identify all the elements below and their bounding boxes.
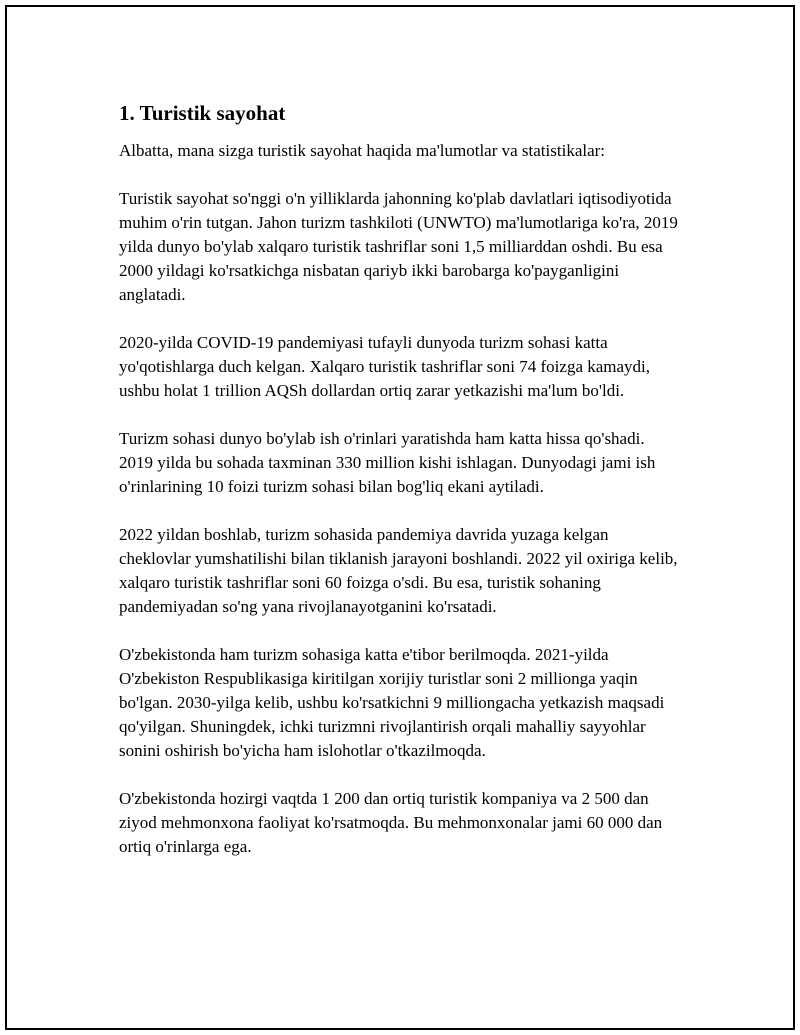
document-body <box>119 99 679 883</box>
section-heading: 1. Turistik sayohat <box>119 101 286 125</box>
page-frame <box>5 5 795 1030</box>
paragraph-covid-impact: 2020-yilda COVID-19 pandemiyasi tufayli dunyoda turizm sohasi katta yo'qotishlarga duch kelgan. Xalqaro turistik tashriflar soni 74 foizga kamaydi, ushbu holat 1 trillion AQSh dollardan ortiq zarar yetkazishi ma'lum bo'ldi. <box>119 333 651 400</box>
paragraph-uzbekistan-tourism: O'zbekistonda ham turizm sohasiga katta e'tibor berilmoqda. 2021-yilda O'zbekiston Respublikasiga kiritilgan xorijiy turistlar soni 2 millionga yaqin bo'lgan. 2030-yilga kelib, ushbu ko'rsatkichni 9 milliongacha yetkazish maqsadi qo'yilgan. Shuningdek, ichki turizmni rivojlantirish orqali mahalliy sayyohlar sonini oshirish bo'yicha ham islohotlar o'tkazilmoqda. <box>119 645 665 760</box>
intro-paragraph: Albatta, mana sizga turistik sayohat haqida ma'lumotlar va statistikalar: <box>119 141 606 160</box>
paragraph-global-tourism: Turistik sayohat so'nggi o'n yilliklarda jahonning ko'plab davlatlari iqtisodiyotida muhim o'rin tutgan. Jahon turizm tashkiloti (UNWTO) ma'lumotlariga ko'ra, 2019 yilda dunyo bo'ylab xalqaro turistik tashriflar soni 1,5 milliarddan oshdi. Bu esa 2000 yildagi ko'rsatkichga nisbatan qariyb ikki barobarga ko'payganligini anglatadi. <box>119 189 678 304</box>
paragraph-uzbekistan-hotels: O'zbekistonda hozirgi vaqtda 1 200 dan ortiq turistik kompaniya va 2 500 dan ziyod mehmonxona faoliyat ko'rsatmoqda. Bu mehmonxonalar jami 60 000 dan ortiq o'rinlarga ega. <box>119 789 663 856</box>
paragraph-recovery: 2022 yildan boshlab, turizm sohasida pandemiya davrida yuzaga kelgan cheklovlar yumshatilishi bilan tiklanish jarayoni boshlandi. 2022 yil oxiriga kelib, xalqaro turistik tashriflar soni 60 foizga o'sdi. Bu esa, turistik sohaning pandemiyadan so'ng yana rivojlanayotganini ko'rsatadi. <box>119 525 678 616</box>
paragraph-employment: Turizm sohasi dunyo bo'ylab ish o'rinlari yaratishda ham katta hissa qo'shadi. 2019 yilda bu sohada taxminan 330 million kishi ishlagan. Dunyodagi jami ish o'rinlarining 10 foizi turizm sohasi bilan bog'liq ekani aytiladi. <box>119 429 656 496</box>
